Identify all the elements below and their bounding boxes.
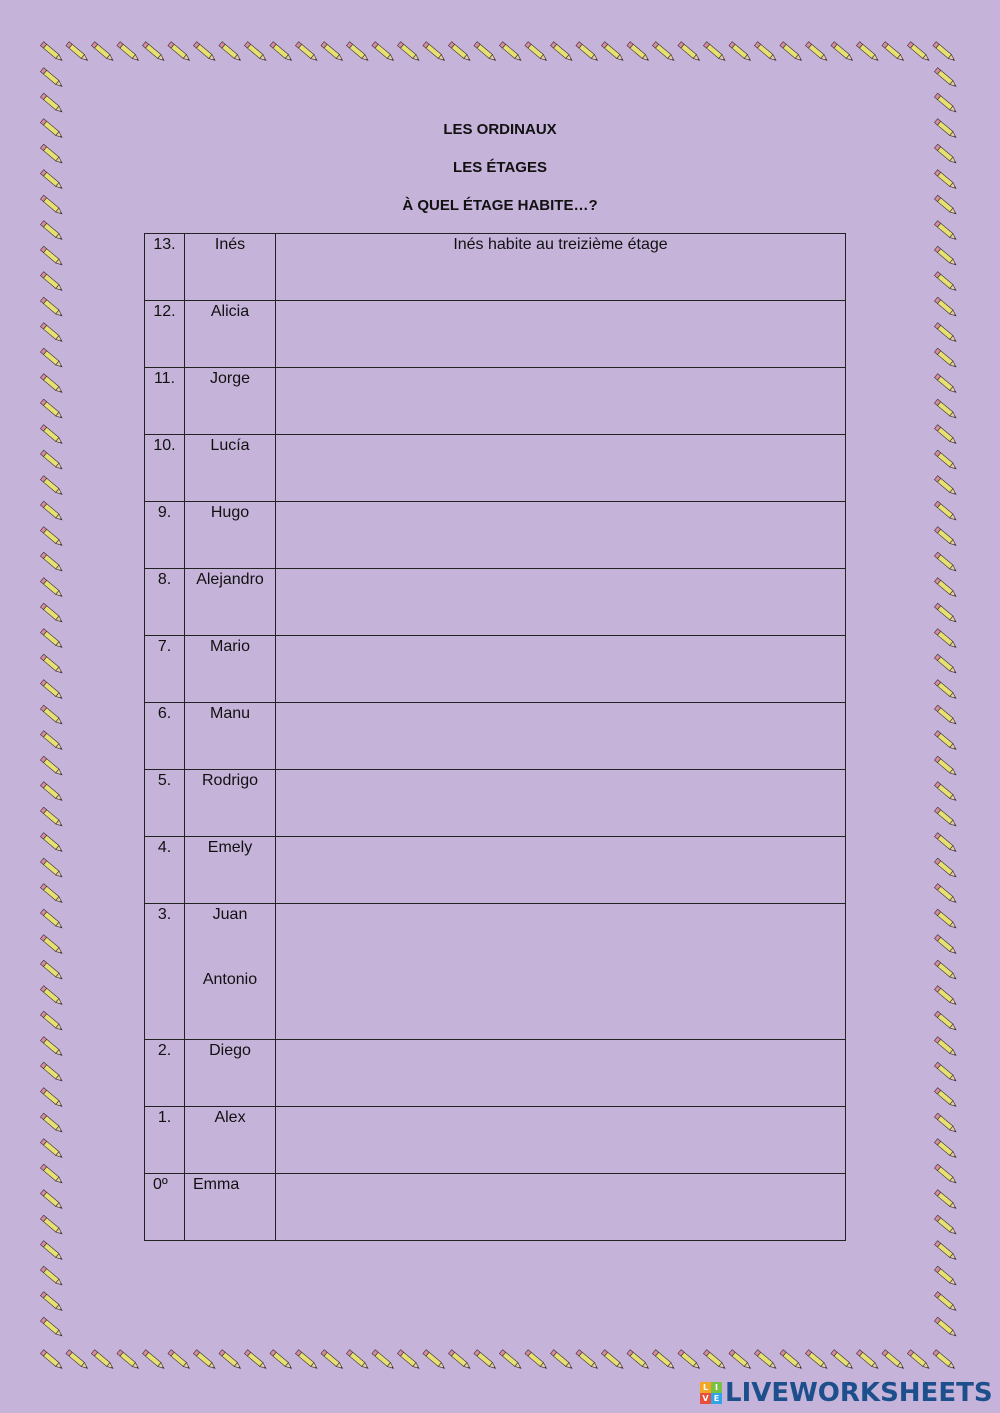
pencil-icon [856,1350,879,1371]
pencil-icon [934,654,957,675]
pencil-icon [934,1190,957,1211]
answer-field[interactable] [276,301,846,368]
pencil-icon [91,42,114,63]
pencil-icon [40,858,63,879]
pencil-icon [117,1350,140,1371]
pencil-icon [907,42,930,63]
pencil-icon [934,858,957,879]
pencil-icon [499,1350,522,1371]
pencil-icon [448,42,471,63]
pencil-icon [934,552,957,573]
pencil-icon [219,42,242,63]
pencil-icon [934,782,957,803]
pencil-icon [754,42,777,63]
answer-field[interactable] [276,234,846,301]
resident-name: Lucía [210,437,250,454]
floor-number: 8. [145,569,185,636]
pencil-icon [40,578,63,599]
pencil-icon [934,246,957,267]
pencil-icon [295,42,318,63]
pencil-icon [934,374,957,395]
answer-field[interactable] [276,502,846,569]
answer-field[interactable] [276,368,846,435]
resident-name: Mario [209,638,250,655]
table-row [145,301,846,368]
pencil-icon [117,42,140,63]
pencil-icon [423,1350,446,1371]
answer-text [276,569,845,571]
pencil-icon [934,935,957,956]
floor-number: 13. [145,234,185,301]
pencil-icon [934,960,957,981]
pencil-icon [40,93,63,114]
answer-text [276,1107,845,1109]
logo-icon-letter: I [711,1382,722,1393]
pencil-icon [40,1164,63,1185]
pencil-icon [601,42,624,63]
pencil-icon [40,705,63,726]
pencil-icon [372,42,395,63]
pencil-icon [934,68,957,89]
pencil-icon [321,1350,344,1371]
pencil-icon [40,1037,63,1058]
pencil-icon [934,450,957,471]
pencil-icon [295,1350,318,1371]
pencil-icon [525,42,548,63]
pencil-icon [193,42,216,63]
pencil-icon [66,42,89,63]
pencil-icon [934,756,957,777]
pencil-icon [550,42,573,63]
pencil-icon [729,42,752,63]
answer-field[interactable] [276,1174,846,1241]
answer-field[interactable] [276,435,846,502]
pencil-icon [321,42,344,63]
pencil-icon [40,807,63,828]
pencil-icon [934,603,957,624]
pencil-icon [934,731,957,752]
pencil-icon [627,1350,650,1371]
pencil-icon [372,1350,395,1371]
pencil-icon [40,246,63,267]
resident-name: Emely [207,839,253,856]
resident-name: Diego [209,1042,251,1059]
pencil-icon [40,909,63,930]
pencil-icon [40,1139,63,1160]
logo-icon-letter: V [700,1393,711,1404]
pencil-icon [40,833,63,854]
pencil-icon [831,42,854,63]
pencil-icon [40,1292,63,1313]
liveworksheets-logo-icon [700,1382,722,1404]
pencil-icon [805,1350,828,1371]
pencil-icon [40,374,63,395]
answer-text [276,368,845,370]
pencil-icon [729,1350,752,1371]
answer-field[interactable] [276,837,846,904]
answer-field[interactable] [276,636,846,703]
pencil-icon [678,1350,701,1371]
table-row [145,636,846,703]
table-row [145,837,846,904]
pencil-icon [934,1011,957,1032]
pencil-icon [40,603,63,624]
pencil-icon [142,1350,165,1371]
pencil-icon [933,1350,956,1371]
pencil-icon [576,42,599,63]
pencil-icon [754,1350,777,1371]
answer-field[interactable] [276,904,846,1040]
resident-name: Juan [212,906,248,923]
title-question: À QUEL ÉTAGE HABITE…? [402,197,598,214]
answer-text [276,502,845,504]
pencil-icon [40,1215,63,1236]
pencil-icon [882,1350,905,1371]
floor-number: 2. [145,1040,185,1107]
pencil-icon [244,42,267,63]
pencil-icon [66,1350,89,1371]
pencil-icon [142,42,165,63]
answer-text [276,435,845,437]
answer-field[interactable] [276,1107,846,1174]
answer-text [276,636,845,638]
pencil-icon [40,884,63,905]
pencil-icon [934,680,957,701]
pencil-icon [934,807,957,828]
pencil-icon [40,1350,63,1371]
pencil-icon [934,705,957,726]
pencil-icon [703,1350,726,1371]
pencil-icon [550,1350,573,1371]
pencil-icon [934,323,957,344]
pencil-icon [934,1266,957,1287]
resident-name: Jorge [209,370,251,387]
pencil-icon [91,1350,114,1371]
pencil-icon [40,323,63,344]
resident-name: Inés [214,236,246,253]
pencil-icon [40,527,63,548]
pencil-icon [423,42,446,63]
pencil-icon [780,42,803,63]
floor-number: 6. [145,703,185,770]
pencil-icon [40,297,63,318]
logo-icon-letter: E [711,1393,722,1404]
pencil-icon [934,884,957,905]
pencil-icon [40,1062,63,1083]
answer-text [276,837,845,839]
pencil-icon [627,42,650,63]
table-row [145,502,846,569]
pencil-icon [576,1350,599,1371]
table-row [145,569,846,636]
floor-number: 10. [145,435,185,502]
pencil-icon [934,348,957,369]
floor-number: 4. [145,837,185,904]
pencil-icon [346,42,369,63]
pencil-icon [40,552,63,573]
floor-number: 1. [145,1107,185,1174]
pencil-icon [934,501,957,522]
pencil-icon [40,501,63,522]
pencil-icon [40,68,63,89]
pencil-icon [40,348,63,369]
liveworksheets-logo[interactable] [700,1378,993,1408]
pencil-icon [780,1350,803,1371]
pencil-icon [934,425,957,446]
pencil-icon [244,1350,267,1371]
answer-field[interactable] [276,1040,846,1107]
pencil-icon [934,399,957,420]
pencil-icon [934,578,957,599]
pencil-icon [934,476,957,497]
pencil-icon [934,93,957,114]
floor-number: 12. [145,301,185,368]
pencil-icon [934,1037,957,1058]
pencil-icon [397,1350,420,1371]
pencil-icon [652,42,675,63]
pencil-icon [652,1350,675,1371]
pencil-icon [934,1215,957,1236]
pencil-icon [934,1088,957,1109]
pencil-icon [934,221,957,242]
table-row [145,368,846,435]
answer-text [276,301,845,303]
pencil-icon [934,1292,957,1313]
pencil-icon [40,1190,63,1211]
pencil-icon [40,986,63,1007]
pencil-icon [40,756,63,777]
pencil-icon [40,450,63,471]
answer-text [276,770,845,772]
pencil-icon [40,42,63,63]
floor-number: 7. [145,636,185,703]
pencil-icon [40,731,63,752]
pencil-icon [934,629,957,650]
answer-field[interactable] [276,770,846,837]
pencil-icon [934,1241,957,1262]
pencil-icon [40,272,63,293]
pencil-icon [40,960,63,981]
resident-name: Alex [214,1109,246,1126]
pencil-icon [474,42,497,63]
table-row [145,703,846,770]
pencil-icon [934,909,957,930]
floor-number: 9. [145,502,185,569]
pencil-icon [474,1350,497,1371]
pencil-icon [934,986,957,1007]
table-row [145,1040,846,1107]
pencil-icon [934,527,957,548]
pencil-icon [934,1062,957,1083]
table-row [145,234,846,301]
answer-field[interactable] [276,569,846,636]
pencil-icon [856,42,879,63]
table-row [145,1174,846,1241]
table-row [145,1107,846,1174]
pencil-icon [40,1113,63,1134]
pencil-icon [934,297,957,318]
pencil-icon [831,1350,854,1371]
pencil-icon [40,1011,63,1032]
answer-text [276,1040,845,1042]
answer-field[interactable] [276,703,846,770]
floor-number: 11. [145,368,185,435]
pencil-icon [448,1350,471,1371]
pencil-icon [270,1350,293,1371]
pencil-icon [601,1350,624,1371]
pencil-icon [934,1113,957,1134]
resident-name: Alicia [210,303,250,320]
pencil-icon [40,935,63,956]
pencil-icon [805,42,828,63]
pencil-icon [678,42,701,63]
resident-name: Hugo [210,504,250,521]
pencil-icon [934,1139,957,1160]
title-les-ordinaux: LES ORDINAUX [443,121,557,138]
pencil-icon [40,629,63,650]
resident-name: Alejandro [196,571,264,588]
title-les-etages: LES ÉTAGES [453,159,547,176]
pencil-icon [40,654,63,675]
pencil-icon [40,221,63,242]
resident-name: Manu [209,705,251,722]
floor-number: 3. [145,904,185,1040]
pencil-icon [934,833,957,854]
pencil-icon [934,1164,957,1185]
pencil-icon [40,425,63,446]
pencil-icon [40,399,63,420]
pencil-icon [499,42,522,63]
resident-name: Rodrigo [201,772,259,789]
resident-name: Emma [193,1176,240,1193]
pencil-icon [219,1350,242,1371]
pencil-icon [40,1266,63,1287]
logo-icon-letter: L [700,1382,711,1393]
pencil-icon [882,42,905,63]
pencil-icon [397,42,420,63]
pencil-icon [907,1350,930,1371]
pencil-icon [525,1350,548,1371]
pencil-icon [40,680,63,701]
pencil-icon [933,42,956,63]
pencil-icon [934,1317,957,1338]
pencil-icon [270,42,293,63]
pencil-icon [346,1350,369,1371]
table-row [145,770,846,837]
answer-text [276,904,845,906]
pencil-icon [168,1350,191,1371]
answer-text [276,703,845,705]
answer-text: Inés habite au treizième étage [453,236,668,253]
resident-name-line2: Antonio [202,971,258,988]
pencil-icon [40,1088,63,1109]
floors-table [144,233,846,1241]
pencil-icon [703,42,726,63]
answer-text [276,1174,845,1176]
pencil-icon [40,782,63,803]
liveworksheets-logo-text: LIVEWORKSHEETS [725,1378,993,1408]
floor-number: 0º [145,1174,185,1241]
pencil-icon [934,272,957,293]
pencil-icon [193,1350,216,1371]
pencil-icon [40,1241,63,1262]
floor-number: 5. [145,770,185,837]
table-row [145,435,846,502]
pencil-icon [40,476,63,497]
table-row [145,904,846,1040]
pencil-icon [40,1317,63,1338]
pencil-icon [168,42,191,63]
